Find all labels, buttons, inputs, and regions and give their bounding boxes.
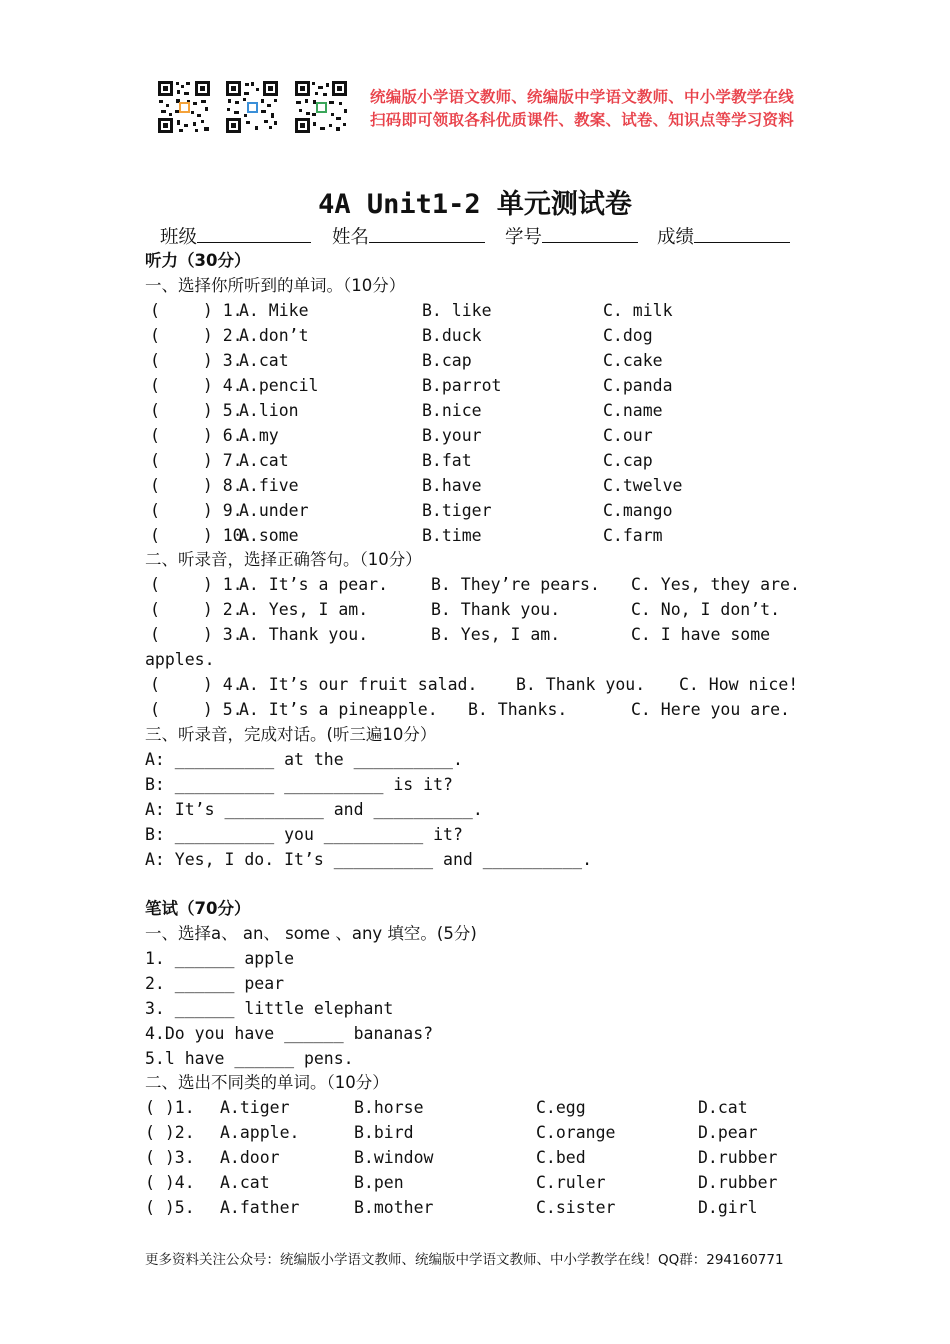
footer-note: 更多资料关注公众号：统编版小学语文教师、统编版中学语文教师、中小学教学在线！QQ群：294160771 (145, 1252, 784, 1268)
option-c[interactable]: C.sister (536, 1198, 616, 1217)
qr-code-icon (225, 80, 279, 134)
fill-blank-item: 1. ______ apple (145, 949, 295, 968)
listening-heading: 听力（30分） (145, 251, 251, 270)
fill-blank-item: 4.Do you have ______ bananas? (145, 1024, 434, 1043)
list-item (145, 398, 845, 423)
option-c[interactable]: C. Yes, they are. (631, 575, 800, 594)
written-part2-heading: 二、选出不同类的单词。（10分） (145, 1073, 389, 1092)
option-a[interactable]: A. It’s a pear. (239, 575, 389, 594)
question-number: ( ) 4. (150, 675, 243, 694)
question-number: ( )4. (145, 1173, 195, 1192)
option-c[interactable]: C.name (603, 401, 663, 420)
option-d[interactable]: D.pear (698, 1123, 758, 1142)
student-number-field (505, 223, 638, 249)
promo-banner (370, 86, 794, 132)
option-b[interactable]: B. They’re pears. (431, 575, 600, 594)
list-item (145, 1120, 845, 1145)
question-number: ( ) 1. (150, 301, 243, 320)
question-number: ( ) 5. (150, 401, 243, 420)
list-item (145, 423, 845, 448)
option-c[interactable]: C.mango (603, 501, 673, 520)
dialogue-line: A: __________ at the __________. (145, 750, 463, 769)
question-number: ( ) 8. (150, 476, 243, 495)
option-b[interactable]: B. Thanks. (468, 700, 568, 719)
name-blank[interactable] (369, 224, 485, 243)
question-number: ( )1. (145, 1098, 195, 1117)
option-c[interactable]: C.panda (603, 376, 673, 395)
option-b[interactable]: B.tiger (422, 501, 492, 520)
student-number-label: 学号 (505, 227, 543, 248)
dialogue-line: A: It’s __________ and __________. (145, 800, 483, 819)
option-b[interactable]: B.have (422, 476, 482, 495)
qr-code-icon (157, 80, 211, 134)
option-c[interactable]: C. milk (603, 301, 673, 320)
question-number: ( ) 3. (150, 625, 243, 644)
question-number: ( ) 2. (150, 326, 243, 345)
option-a[interactable]: A.pencil (239, 376, 319, 395)
question-number: ( )5. (145, 1198, 195, 1217)
option-c[interactable]: C.farm (603, 526, 663, 545)
option-c[interactable]: C.ruler (536, 1173, 606, 1192)
option-a[interactable]: A.lion (239, 401, 299, 420)
dialogue-line: B: __________ __________ is it? (145, 775, 453, 794)
option-c[interactable]: C.orange (536, 1123, 616, 1142)
option-b[interactable]: B.pen (354, 1173, 404, 1192)
option-a[interactable]: A.some (239, 526, 299, 545)
option-c[interactable]: C. Here you are. (631, 700, 790, 719)
option-d[interactable]: D.rubber (698, 1173, 778, 1192)
name-field (332, 223, 485, 249)
question-number: ( ) 10. (150, 526, 253, 545)
score-label: 成绩 (657, 227, 695, 248)
option-a[interactable]: A. Thank you. (239, 625, 369, 644)
option-c[interactable]: C.egg (536, 1098, 586, 1117)
option-b[interactable]: B. Thank you. (516, 675, 646, 694)
option-a[interactable]: A. Mike (239, 301, 309, 320)
wrapped-text: apples. (145, 650, 215, 669)
fill-blank-item: 2. ______ pear (145, 974, 285, 993)
option-c[interactable]: C.bed (536, 1148, 586, 1167)
option-a[interactable]: A.cat (239, 351, 289, 370)
list-item (145, 348, 845, 373)
option-a[interactable]: A.cat (220, 1173, 270, 1192)
list-item (145, 1145, 845, 1170)
page-title: 4A Unit1-2 单元测试卷 (318, 189, 632, 220)
class-blank[interactable] (197, 224, 311, 243)
question-number: ( ) 5. (150, 700, 243, 719)
banner-line-2: 扫码即可领取各科优质课件、教案、试卷、知识点等学习资料 (370, 111, 794, 129)
list-item (145, 1195, 845, 1220)
list-item (145, 373, 845, 398)
question-number: ( ) 4. (150, 376, 243, 395)
option-b[interactable]: B.nice (422, 401, 482, 420)
option-b[interactable]: B. Thank you. (431, 600, 561, 619)
list-item (145, 523, 845, 548)
option-a[interactable]: A.my (239, 426, 279, 445)
option-b[interactable]: B.fat (422, 451, 472, 470)
list-item (145, 697, 845, 722)
question-number: ( ) 6. (150, 426, 243, 445)
option-b[interactable]: B.mother (354, 1198, 434, 1217)
option-d[interactable]: D.rubber (698, 1148, 778, 1167)
listening-part2-heading: 二、听录音，选择正确答句。（10分） (145, 550, 422, 569)
option-a[interactable]: A. It’s our fruit salad. (239, 675, 478, 694)
class-field (160, 223, 311, 249)
list-item (145, 498, 845, 523)
option-a[interactable]: A. It’s a pineapple. (239, 700, 438, 719)
option-c[interactable]: C.dog (603, 326, 653, 345)
fill-blank-item: 3. ______ little elephant (145, 999, 394, 1018)
option-b[interactable]: B.bird (354, 1123, 414, 1142)
student-number-blank[interactable] (542, 224, 638, 243)
option-a[interactable]: A.tiger (220, 1098, 290, 1117)
question-number: ( ) 7. (150, 451, 243, 470)
option-a[interactable]: A.apple. (220, 1123, 300, 1142)
list-item (145, 622, 845, 647)
option-a[interactable]: A.door (220, 1148, 280, 1167)
option-a[interactable]: A.don’t (239, 326, 309, 345)
option-b[interactable]: B.your (422, 426, 482, 445)
option-c[interactable]: C. How nice! (679, 675, 799, 694)
option-d[interactable]: D.cat (698, 1098, 748, 1117)
option-a[interactable]: A.under (239, 501, 309, 520)
option-c[interactable]: C. I have some (631, 625, 771, 644)
option-c[interactable]: C.cap (603, 451, 653, 470)
option-b[interactable]: B. Yes, I am. (431, 625, 561, 644)
option-d[interactable]: D.girl (698, 1198, 758, 1217)
option-b[interactable]: B.duck (422, 326, 482, 345)
dialogue-line: A: Yes, I do. It’s __________ and __________. (145, 850, 593, 869)
list-item (145, 323, 845, 348)
list-item (145, 298, 845, 323)
option-b[interactable]: B.cap (422, 351, 472, 370)
option-c[interactable]: C.cake (603, 351, 663, 370)
option-c[interactable]: C. No, I don’t. (631, 600, 781, 619)
list-item (145, 1170, 845, 1195)
option-b[interactable]: B. like (422, 301, 492, 320)
option-b[interactable]: B.window (354, 1148, 434, 1167)
option-b[interactable]: B.time (422, 526, 482, 545)
written-part1-heading: 一、选择a、 an、 some 、any 填空。(5分) (145, 924, 477, 943)
option-a[interactable]: A. Yes, I am. (239, 600, 369, 619)
option-b[interactable]: B.parrot (422, 376, 502, 395)
question-number: ( ) 3. (150, 351, 243, 370)
listening-part3-heading: 三、听录音，完成对话。(听三遍10分） (145, 725, 437, 744)
name-label: 姓名 (332, 227, 370, 248)
list-item (145, 1095, 845, 1120)
list-item (145, 597, 845, 622)
dialogue-line: B: __________ you __________ it? (145, 825, 463, 844)
class-label: 班级 (160, 227, 198, 248)
question-number: ( )2. (145, 1123, 195, 1142)
option-c[interactable]: C.twelve (603, 476, 683, 495)
score-field (657, 223, 790, 249)
list-item (145, 672, 845, 697)
option-b[interactable]: B.horse (354, 1098, 424, 1117)
option-a[interactable]: A.cat (239, 451, 289, 470)
option-a[interactable]: A.five (239, 476, 299, 495)
fill-blank-item: 5.l have ______ pens. (145, 1049, 354, 1068)
question-number: ( ) 1. (150, 575, 243, 594)
listening-part1-heading: 一、选择你所听到的单词。（10分） (145, 276, 406, 295)
question-number: ( ) 9. (150, 501, 243, 520)
option-c[interactable]: C.our (603, 426, 653, 445)
written-heading: 笔试（70分） (145, 899, 251, 918)
list-item (145, 448, 845, 473)
list-item (145, 572, 845, 597)
qr-code-icon (294, 80, 348, 134)
score-blank[interactable] (694, 224, 790, 243)
list-item (145, 473, 845, 498)
option-a[interactable]: A.father (220, 1198, 300, 1217)
question-number: ( )3. (145, 1148, 195, 1167)
question-number: ( ) 2. (150, 600, 243, 619)
banner-line-1: 统编版小学语文教师、统编版中学语文教师、中小学教学在线 (370, 88, 794, 106)
